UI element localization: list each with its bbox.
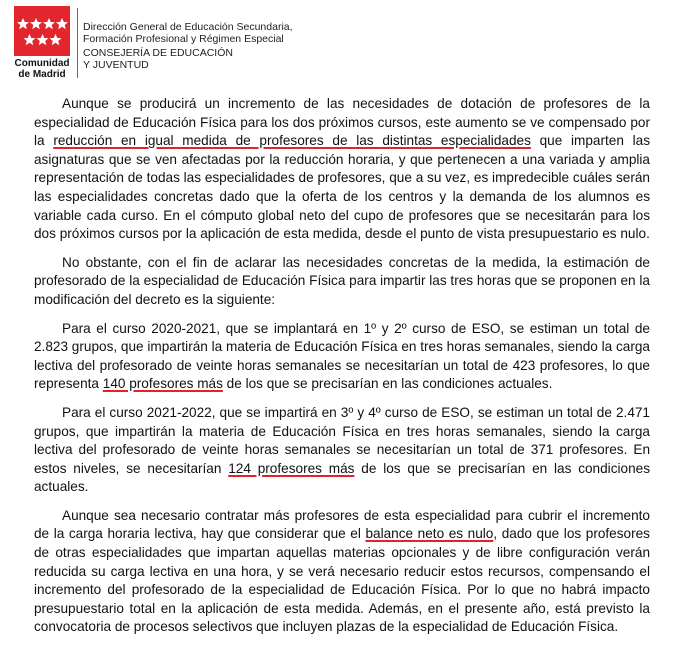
paragraph-4 — [34, 404, 650, 497]
paragraph-4-before: Para el curso 2021-2022, que se impartirá en 3º y 4º curso de ESO, se estiman un total de 2.471 grupos, que impartirán la materia de Educación Física en tres horas semanales, siendo la carga lectiva del profesorado de veinte horas semanales se necesitarían un total de 371 profesores. En estos niveles, se necesitarían — [34, 404, 650, 476]
star-icon — [17, 18, 29, 29]
star-icon — [50, 34, 62, 45]
underlined-phrase: reducción en igual medida de profesores de las distintas especialidades — [53, 133, 531, 149]
paragraph-5-after: , dado que los profesores de otras especialidades que impartan aquellas materias opcionales y de libre configuración verán reducida su carga lectiva en una hora, y se verá necesario reducir estos recursos, compensando el incremento del profesorado de la especialidad de Educación Física. Por lo que no habrá impacto presupuestario total en la aplicación de esta medida. Además, en el presente año, está previsto la convocatoria de procesos selectivos que incluyen plazas de la especialidad de Educación Física. — [34, 526, 650, 635]
star-icon — [24, 34, 36, 45]
logo-line-1: Comunidad — [14, 58, 70, 69]
department-line-2: Formación Profesional y Régimen Especial — [83, 32, 284, 45]
star-icon — [43, 18, 55, 29]
paragraph-1-before: Aunque se producirá un incremento de las necesidades de dotación de profesores de la especialidad de Educación Física para los dos próximos cursos, este aumento se ve compensado por la — [34, 96, 650, 149]
paragraph-5-before: Aunque sea necesario contratar más profesores de esta especialidad para cubrir el incremento de la carga horaria lectiva, hay que considerar que el — [34, 507, 650, 542]
department-name — [83, 22, 293, 71]
paragraph-3 — [34, 320, 650, 394]
paragraph-5 — [34, 507, 650, 637]
paragraph-1 — [34, 95, 650, 244]
paragraph-1-after: que imparten las asignaturas que se ven afectadas por la reducción horaria, y que pertenecen a una variada y amplia representación de todas las especialidades de profesores, que a su vez, es impredecible cuáles serán las especialidades concretas dado que la oferta de los centros y la demanda de los alumnos es variable cada curso. En el cómputo global neto del cupo de profesores que se necesitarán para los dos próximos cursos por la aplicación de esta medida, desde el punto de vista presupuestario es nulo. — [34, 133, 650, 242]
paragraph-3-after: de los que se precisarían en las condiciones actuales. — [222, 376, 553, 392]
logo-line-2: de Madrid — [18, 69, 66, 80]
star-icon — [30, 18, 42, 29]
document-header — [0, 0, 680, 85]
logo-wordmark — [10, 58, 74, 80]
header-divider — [77, 8, 78, 78]
underlined-phrase: balance neto es nulo — [365, 526, 494, 542]
paragraph-2: No obstante, con el fin de aclarar las necesidades concretas de la medida, la estimación de profesorado de la especialidad de Educación Física para impartir las tres horas que se proponen en la modificación del decreto es la siguiente: — [34, 254, 650, 307]
department-line-4: Y JUVENTUD — [83, 58, 149, 71]
paragraph-4-after: de los que se precisarían en las condiciones actuales. — [34, 460, 650, 495]
star-icon — [37, 34, 49, 45]
department-line-1: Dirección General de Educación Secundaria, — [83, 21, 293, 33]
department-line-3: CONSEJERÍA DE EDUCACIÓN — [83, 47, 233, 59]
paragraph-3-before: Para el curso 2020-2021, que se implantará en 1º y 2º curso de ESO, se estiman un total de 2.823 grupos, que impartirán la materia de Educación Física en tres horas semanales, siendo la carga lectiva del profesorado de veinte horas semanales se necesitarían un total de 423 profesores, lo que representa — [34, 320, 650, 392]
underlined-phrase: 124 profesores más — [228, 460, 355, 476]
madrid-stars-icon — [14, 6, 70, 56]
underlined-phrase: 140 profesores más — [102, 376, 223, 392]
comunidad-de-madrid-logo — [10, 6, 74, 82]
document-body — [34, 95, 650, 645]
madrid-flag-icon — [14, 6, 70, 56]
star-icon — [56, 18, 68, 29]
